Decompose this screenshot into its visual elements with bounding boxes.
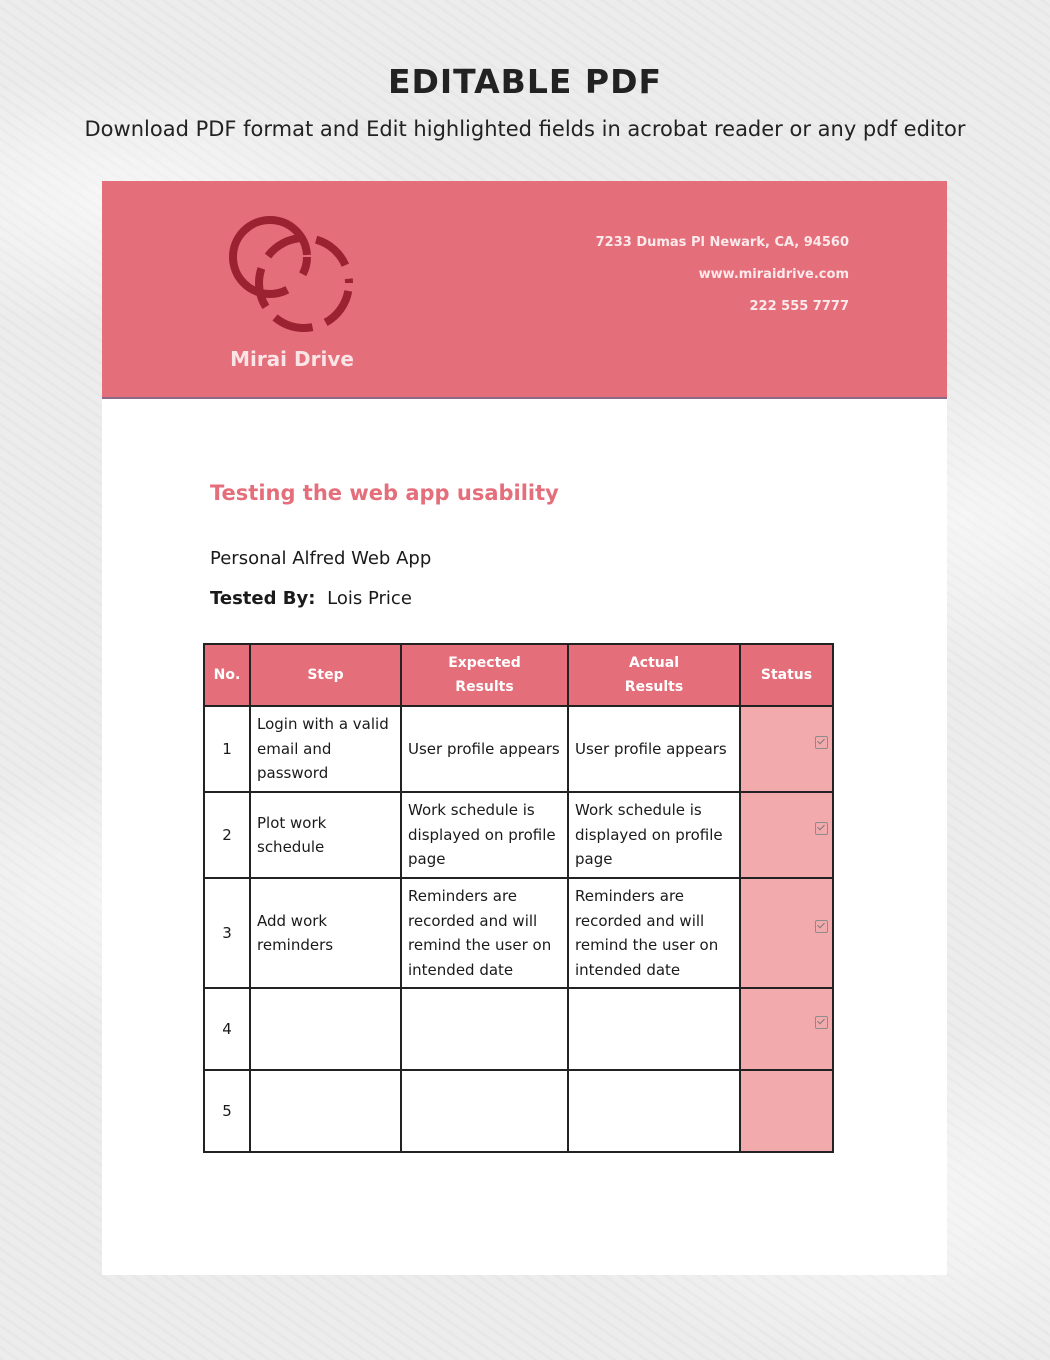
tested-by-label: Tested By: xyxy=(210,588,316,609)
step-cell[interactable]: Login with a valid email and password xyxy=(250,706,401,792)
step-cell[interactable]: Plot work schedule xyxy=(250,792,401,878)
row-number: 3 xyxy=(204,878,250,988)
status-cell[interactable] xyxy=(740,792,833,878)
row-number: 1 xyxy=(204,706,250,792)
company-phone: 222 555 7777 xyxy=(749,299,849,314)
checkbox-checked-icon[interactable] xyxy=(815,822,828,835)
table-row xyxy=(204,988,833,1070)
tested-by-value[interactable]: Lois Price xyxy=(327,588,412,609)
company-website[interactable]: www.miraidrive.com xyxy=(698,267,849,282)
document-header xyxy=(102,181,947,399)
actual-result-cell[interactable] xyxy=(568,988,740,1070)
status-cell[interactable] xyxy=(740,1070,833,1152)
document-page xyxy=(102,181,947,1275)
column-header-status: Status xyxy=(740,644,833,706)
checkbox-checked-icon[interactable] xyxy=(815,1016,828,1029)
company-address: 7233 Dumas Pl Newark, CA, 94560 xyxy=(595,235,849,250)
checkbox-checked-icon[interactable] xyxy=(815,736,828,749)
test-case-table xyxy=(203,643,834,1153)
actual-result-cell[interactable] xyxy=(568,1070,740,1152)
expected-result-cell[interactable]: Work schedule is displayed on profile page xyxy=(401,792,568,878)
expected-result-cell[interactable]: User profile appears xyxy=(401,706,568,792)
status-cell[interactable] xyxy=(740,878,833,988)
table-row xyxy=(204,1070,833,1152)
table-header-row xyxy=(204,644,833,706)
row-number: 4 xyxy=(204,988,250,1070)
project-name[interactable]: Personal Alfred Web App xyxy=(210,548,432,569)
step-cell[interactable]: Add work reminders xyxy=(250,878,401,988)
page-banner-subtitle: Download PDF format and Edit highlighted fields in acrobat reader or any pdf editor xyxy=(84,117,966,141)
expected-result-cell[interactable] xyxy=(401,1070,568,1152)
column-header-no: No. xyxy=(204,644,250,706)
interlocking-rings-icon xyxy=(226,215,358,335)
step-cell[interactable] xyxy=(250,1070,401,1152)
status-cell[interactable] xyxy=(740,706,833,792)
brand-name: Mirai Drive xyxy=(230,347,354,371)
table-row xyxy=(204,792,833,878)
checkbox-checked-icon[interactable] xyxy=(815,920,828,933)
document-title[interactable]: Testing the web app usability xyxy=(210,481,559,505)
table-row xyxy=(204,706,833,792)
status-cell[interactable] xyxy=(740,988,833,1070)
actual-result-cell[interactable]: Work schedule is displayed on profile page xyxy=(568,792,740,878)
table-row xyxy=(204,878,833,988)
actual-result-cell[interactable]: User profile appears xyxy=(568,706,740,792)
column-header-actual: Actual Results xyxy=(568,644,740,706)
tested-by-line xyxy=(210,588,412,609)
expected-result-cell[interactable]: Reminders are recorded and will remind the user on intended date xyxy=(401,878,568,988)
row-number: 2 xyxy=(204,792,250,878)
column-header-step: Step xyxy=(250,644,401,706)
step-cell[interactable] xyxy=(250,988,401,1070)
page-banner-title: EDITABLE PDF xyxy=(387,62,663,101)
expected-result-cell[interactable] xyxy=(401,988,568,1070)
row-number: 5 xyxy=(204,1070,250,1152)
column-header-expected: Expected Results xyxy=(401,644,568,706)
actual-result-cell[interactable]: Reminders are recorded and will remind the user on intended date xyxy=(568,878,740,988)
